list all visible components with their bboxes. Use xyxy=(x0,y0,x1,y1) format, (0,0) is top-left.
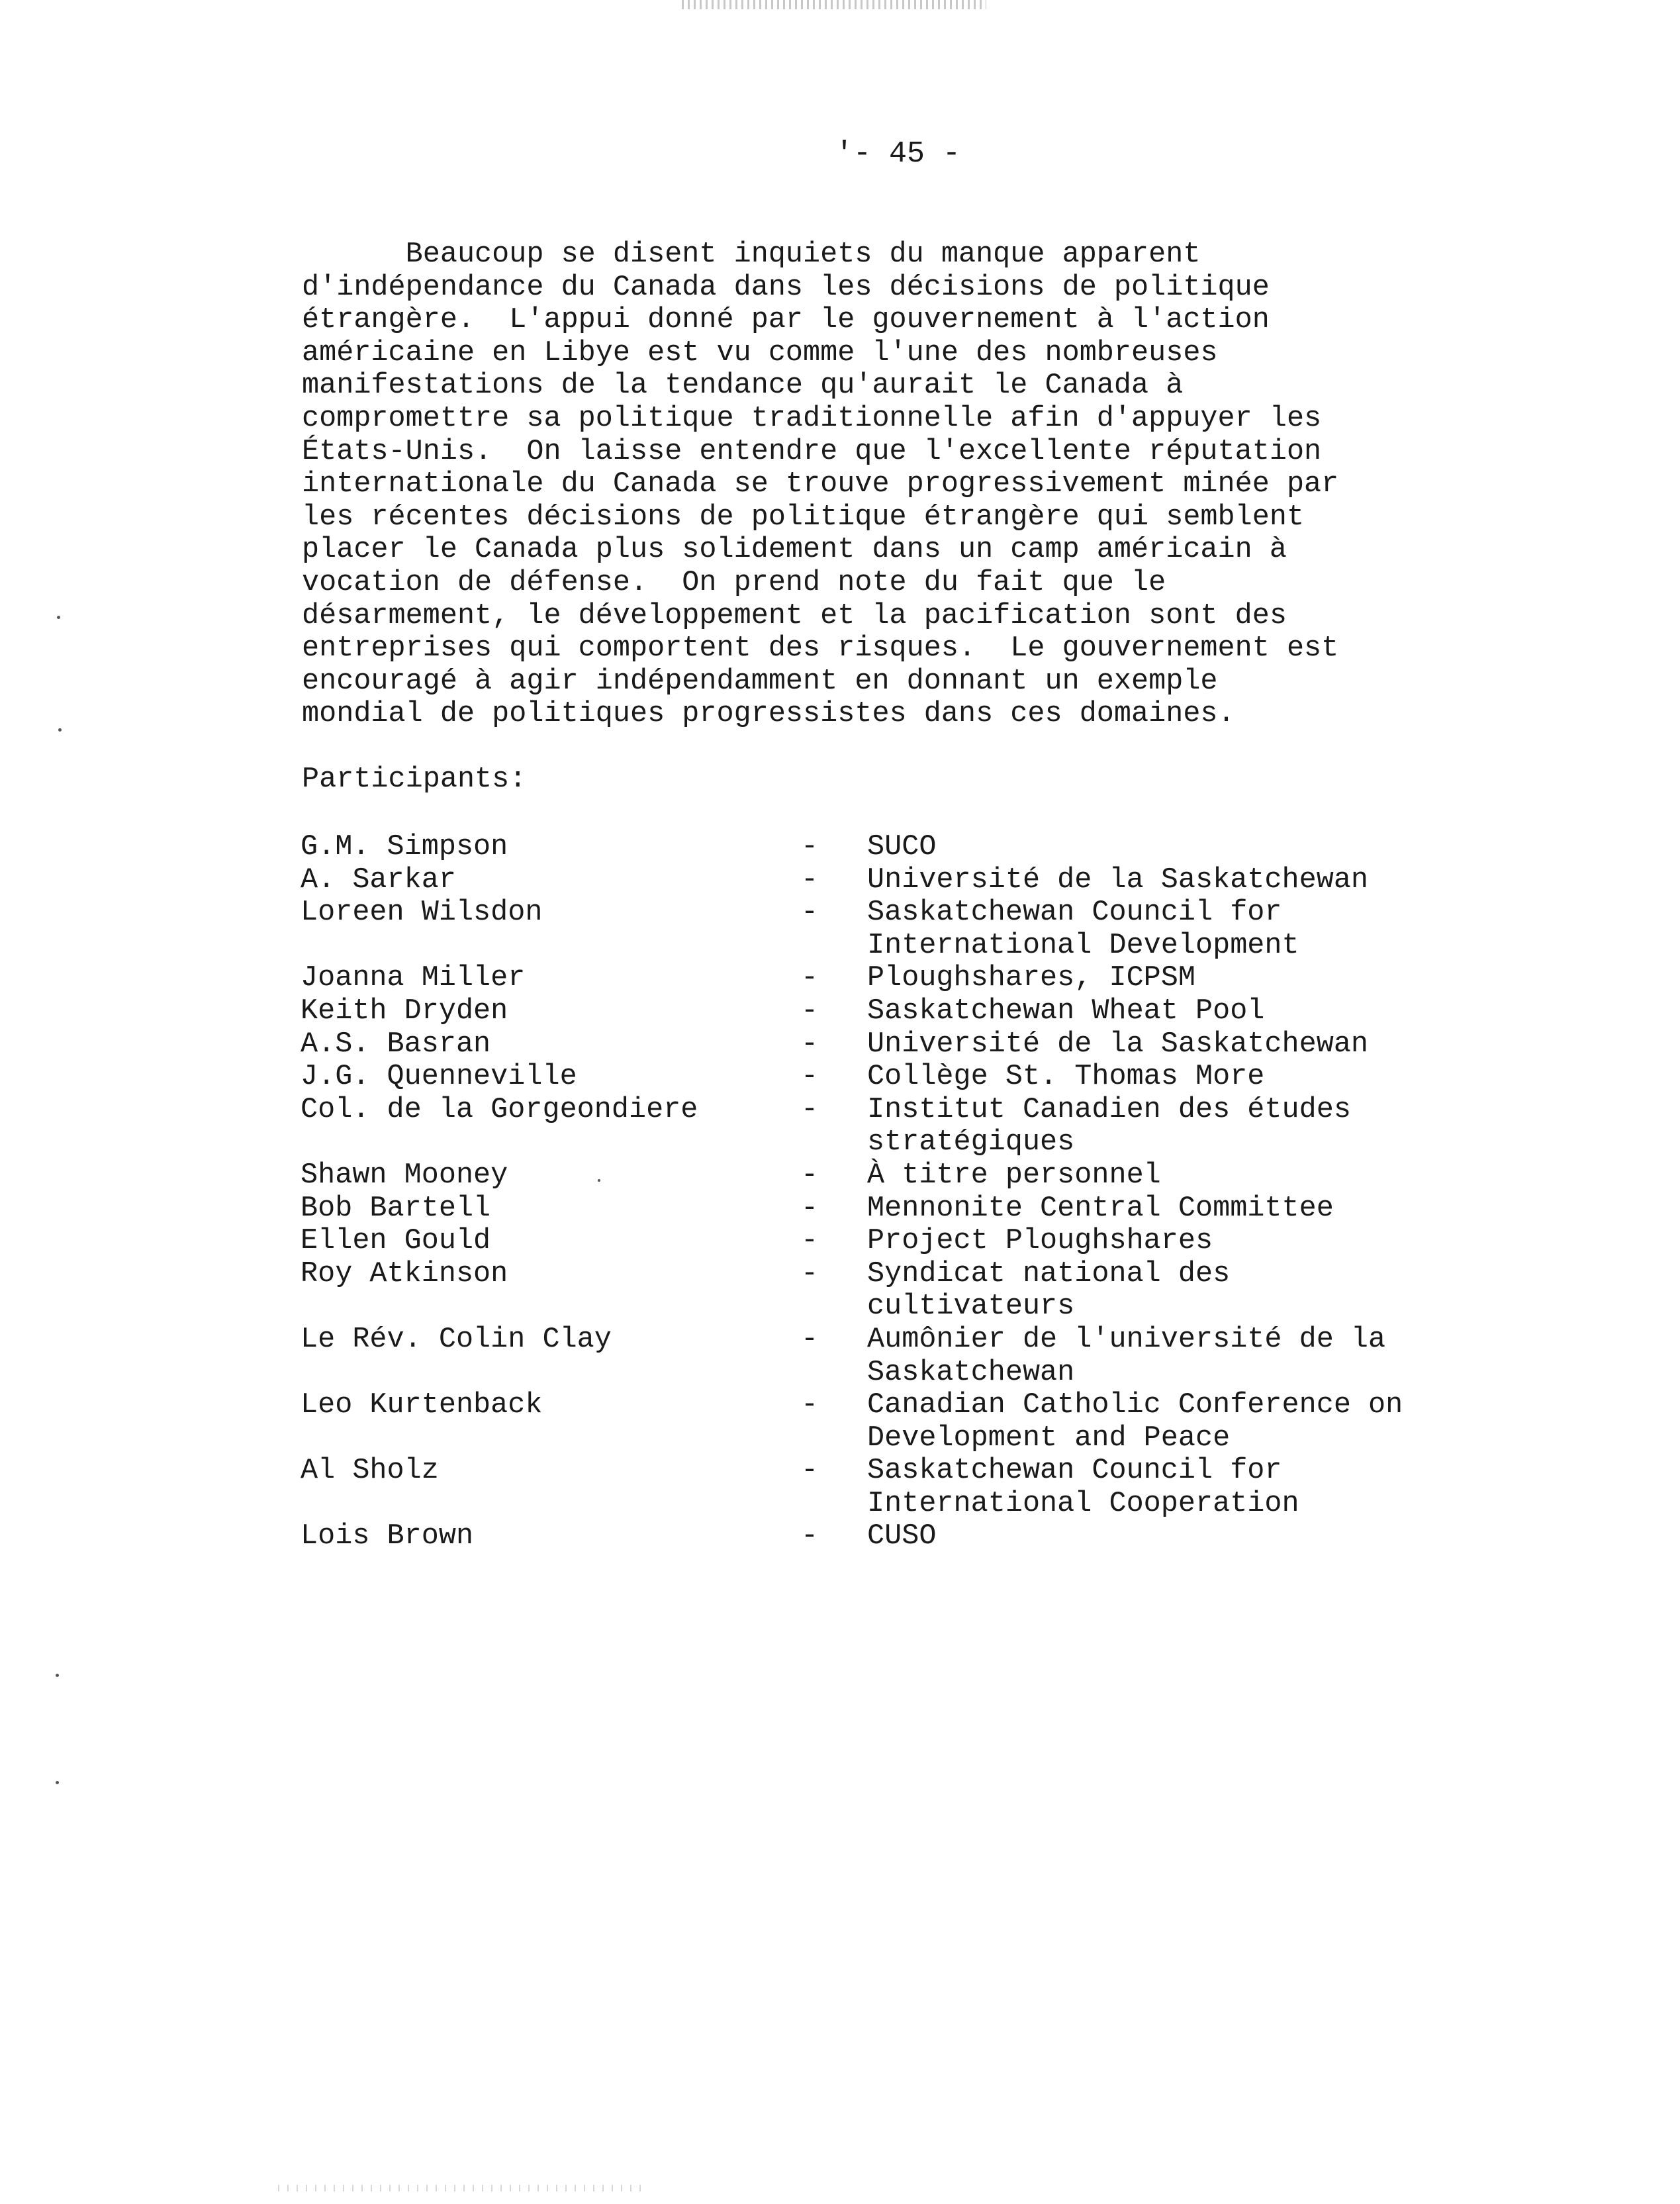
paragraph-line: États-Unis. On laisse entendre que l'excellente réputation xyxy=(302,435,1322,468)
participant-organization xyxy=(867,995,1545,1028)
paragraph-line: d'indépendance du Canada dans les décisions de politique xyxy=(302,271,1270,304)
participant-dash: - xyxy=(801,1159,819,1192)
paragraph-line: mondial de politiques progressistes dans ces domaines. xyxy=(302,698,1235,731)
participant-organization xyxy=(867,1159,1545,1192)
participant-organization xyxy=(867,962,1545,995)
participant-dash: - xyxy=(801,1323,819,1356)
participant-name: Loreen Wilsdon xyxy=(301,896,543,930)
participant-organization xyxy=(867,1389,1545,1455)
participant-organization xyxy=(867,1061,1545,1094)
scan-speck xyxy=(58,728,62,732)
scan-speck xyxy=(598,1179,600,1182)
organization-line: Aumônier de l'université de la xyxy=(867,1323,1386,1356)
page-number: '- 45 - xyxy=(835,137,961,171)
paragraph-line: entreprises qui comportent des risques. Le gouvernement est xyxy=(302,632,1339,665)
organization-line: CUSO xyxy=(867,1520,937,1553)
paragraph-line: vocation de défense. On prend note du fait que le xyxy=(302,566,1166,599)
organization-line: International Cooperation xyxy=(867,1487,1299,1520)
organization-line: Project Ploughshares xyxy=(867,1225,1213,1258)
participants-heading: Participants: xyxy=(302,763,527,796)
participant-row xyxy=(301,1520,1545,1553)
participant-row xyxy=(301,831,1545,864)
paragraph-line: compromettre sa politique traditionnelle afin d'appuyer les xyxy=(302,402,1322,435)
participant-dash: - xyxy=(801,962,819,995)
participant-organization xyxy=(867,1323,1545,1389)
participant-dash: - xyxy=(801,1093,819,1126)
organization-line: Saskatchewan xyxy=(867,1356,1075,1389)
participant-dash: - xyxy=(801,831,819,863)
participant-name: G.M. Simpson xyxy=(301,831,508,863)
participant-dash: - xyxy=(801,994,819,1028)
participant-dash: - xyxy=(801,863,819,896)
participant-name: Lois Brown xyxy=(301,1520,474,1553)
participant-name: Shawn Mooney xyxy=(301,1159,508,1192)
participant-organization xyxy=(867,1258,1545,1323)
participant-row xyxy=(301,1028,1545,1061)
participant-row xyxy=(301,1192,1545,1225)
participant-name: Leo Kurtenback xyxy=(301,1389,543,1422)
participant-name: Le Rév. Colin Clay xyxy=(301,1323,612,1356)
participant-name: A. Sarkar xyxy=(301,863,456,896)
organization-line: Ploughshares, ICPSM xyxy=(867,962,1195,995)
participant-dash: - xyxy=(801,1455,819,1488)
participant-name: Roy Atkinson xyxy=(301,1257,508,1290)
participant-organization xyxy=(867,1028,1545,1061)
participant-name: Bob Bartell xyxy=(301,1192,491,1225)
participant-dash: - xyxy=(801,1225,819,1258)
participant-organization xyxy=(867,896,1545,962)
participant-row xyxy=(301,1061,1545,1094)
participant-row xyxy=(301,995,1545,1028)
paragraph-line: désarmement, le développement et la pacification sont des xyxy=(302,599,1287,632)
organization-line: Université de la Saskatchewan xyxy=(867,863,1369,896)
organization-line: Institut Canadien des études xyxy=(867,1093,1351,1126)
paragraph-line: placer le Canada plus solidement dans un camp américain à xyxy=(302,534,1287,567)
paragraph-line: internationale du Canada se trouve progressivement minée par xyxy=(302,468,1339,501)
scan-artifact-top xyxy=(682,0,986,9)
paragraph-line: américaine en Libye est vu comme l'une des nombreuses xyxy=(302,336,1218,369)
organization-line: stratégiques xyxy=(867,1126,1075,1159)
organization-line: International Development xyxy=(867,929,1299,962)
organization-line: Collège St. Thomas More xyxy=(867,1061,1265,1094)
scan-artifact-bottom xyxy=(278,2185,649,2191)
participant-row xyxy=(301,1258,1545,1323)
participant-name: A.S. Basran xyxy=(301,1028,491,1061)
participant-dash: - xyxy=(801,1061,819,1094)
participant-dash: - xyxy=(801,1028,819,1061)
paragraph-line: encouragé à agir indépendamment en donnant un exemple xyxy=(302,665,1218,698)
participant-name: Al Sholz xyxy=(301,1455,439,1488)
participant-dash: - xyxy=(801,1257,819,1290)
paragraph-line: manifestations de la tendance qu'aurait le Canada à xyxy=(302,369,1184,403)
organization-line: Development and Peace xyxy=(867,1421,1231,1455)
scan-speck xyxy=(56,1781,59,1784)
organization-line: Saskatchewan Council for xyxy=(867,896,1282,930)
participant-row xyxy=(301,1225,1545,1258)
participant-name: Keith Dryden xyxy=(301,994,508,1028)
organization-line: À titre personnel xyxy=(867,1159,1161,1192)
organization-line: Syndicat national des xyxy=(867,1257,1231,1290)
scan-speck xyxy=(56,1674,59,1677)
paragraph-line: étrangère. L'appui donné par le gouvernement à l'action xyxy=(302,304,1270,337)
participant-dash: - xyxy=(801,1389,819,1422)
organization-line: Saskatchewan Wheat Pool xyxy=(867,994,1265,1028)
participant-row xyxy=(301,962,1545,995)
paragraph-line: Beaucoup se disent inquiets du manque apparent xyxy=(302,238,1201,271)
participant-name: Ellen Gould xyxy=(301,1225,491,1258)
participant-organization xyxy=(867,1094,1545,1159)
paragraph-line: les récentes décisions de politique étrangère qui semblent xyxy=(302,501,1305,534)
participant-row xyxy=(301,1323,1545,1389)
participant-organization xyxy=(867,864,1545,897)
participant-row xyxy=(301,1455,1545,1520)
participant-row xyxy=(301,896,1545,962)
participant-organization xyxy=(867,1225,1545,1258)
participant-row xyxy=(301,1094,1545,1159)
participant-name: Col. de la Gorgeondiere xyxy=(301,1093,698,1126)
participant-row xyxy=(301,864,1545,897)
scan-speck xyxy=(57,616,60,619)
participants-list xyxy=(301,831,1545,1553)
participant-dash: - xyxy=(801,1192,819,1225)
participant-organization xyxy=(867,1192,1545,1225)
organization-line: cultivateurs xyxy=(867,1290,1075,1323)
participant-dash: - xyxy=(801,1520,819,1553)
participant-dash: - xyxy=(801,896,819,930)
participant-row xyxy=(301,1389,1545,1455)
organization-line: SUCO xyxy=(867,831,937,863)
organization-line: Université de la Saskatchewan xyxy=(867,1028,1369,1061)
participant-row xyxy=(301,1159,1545,1192)
participant-organization xyxy=(867,831,1545,864)
organization-line: Mennonite Central Committee xyxy=(867,1192,1334,1225)
organization-line: Saskatchewan Council for xyxy=(867,1455,1282,1488)
organization-line: Canadian Catholic Conference on xyxy=(867,1389,1403,1422)
participant-organization xyxy=(867,1455,1545,1520)
participant-organization xyxy=(867,1520,1545,1553)
participant-name: J.G. Quenneville xyxy=(301,1061,577,1094)
participant-name: Joanna Miller xyxy=(301,962,526,995)
body-paragraph xyxy=(302,238,1533,731)
